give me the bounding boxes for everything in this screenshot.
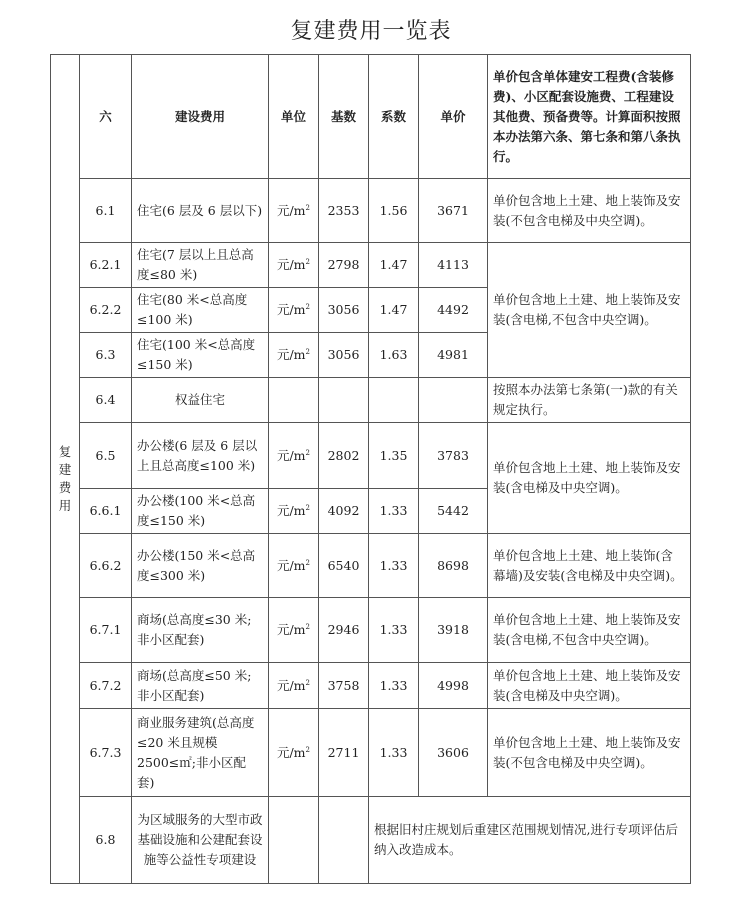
category-char: 复	[58, 444, 72, 459]
row-coef: 1.33	[369, 663, 419, 709]
row-item: 商场(总高度≤30 米;非小区配套)	[132, 598, 269, 663]
row-base: 2946	[319, 598, 369, 663]
row-note: 单价包含地上土建、地上装饰及安装(不包含电梯及中央空调)。	[488, 179, 691, 243]
row-no: 6.2.1	[80, 243, 132, 288]
row-note: 单价包含地上土建、地上装饰(含幕墙)及安装(含电梯及中央空调)。	[488, 534, 691, 598]
row-item: 为区域服务的大型市政基础设施和公建配套设施等公益性专项建设	[132, 797, 269, 884]
row-price	[419, 378, 488, 423]
row-price: 8698	[419, 534, 488, 598]
row-coef: 1.33	[369, 534, 419, 598]
row-note: 按照本办法第七条第(一)款的有关规定执行。	[488, 378, 691, 423]
table-row	[51, 378, 691, 423]
row-item: 办公楼(6 层及 6 层以上且总高度≤100 米)	[132, 423, 269, 489]
row-base: 2353	[319, 179, 369, 243]
row-base: 3056	[319, 333, 369, 378]
page-title: 复建费用一览表	[290, 19, 452, 44]
header-unit: 单位	[269, 55, 319, 179]
row-price: 4998	[419, 663, 488, 709]
row-no: 6.7.2	[80, 663, 132, 709]
row-coef: 1.47	[369, 243, 419, 288]
row-no: 6.2.2	[80, 288, 132, 333]
row-unit: 元$/m^2$	[269, 709, 319, 797]
row-no: 6.6.2	[80, 534, 132, 598]
category-cell	[51, 55, 80, 884]
row-base: 4092	[319, 489, 369, 534]
row-unit: 元$/m^2$	[269, 423, 319, 489]
header-note: 单价包含单体建安工程费(含装修费)、小区配套设施费、工程建设其他费、预备费等。计算面积按照本办法第六条、第七条和第八条执行。	[488, 55, 691, 179]
header-price: 单价	[419, 55, 488, 179]
table-row	[51, 598, 691, 663]
row-item: 住宅(7 层以上且总高度≤80 米)	[132, 243, 269, 288]
row-note: 根据旧村庄规划后重建区范围规划情况,进行专项评估后纳入改造成本。	[369, 797, 691, 884]
row-price: 5442	[419, 489, 488, 534]
category-char: 费	[58, 480, 72, 495]
row-unit: 元$/m^2$	[269, 179, 319, 243]
row-unit: 元$/m^2$	[269, 489, 319, 534]
row-unit: 元$/m^2$	[269, 333, 319, 378]
row-coef: 1.33	[369, 598, 419, 663]
header-row	[51, 55, 691, 179]
row-note: 单价包含地上土建、地上装饰及安装(含电梯,不包含中央空调)。	[488, 243, 691, 378]
table-row	[51, 797, 691, 884]
row-unit: 元$/m^2$	[269, 243, 319, 288]
row-base: 6540	[319, 534, 369, 598]
row-note: 单价包含地上土建、地上装饰及安装(含电梯,不包含中央空调)。	[488, 598, 691, 663]
category-char: 建	[58, 462, 72, 477]
row-no: 6.3	[80, 333, 132, 378]
row-price: 3671	[419, 179, 488, 243]
table-row	[51, 243, 691, 288]
row-no: 6.1	[80, 179, 132, 243]
row-note: 单价包含地上土建、地上装饰及安装(含电梯及中央空调)。	[488, 423, 691, 534]
row-unit: 元$/m^2$	[269, 288, 319, 333]
row-unit: 元$/m^2$	[269, 598, 319, 663]
row-coef: 1.33	[369, 489, 419, 534]
row-price: 4981	[419, 333, 488, 378]
row-price: 4492	[419, 288, 488, 333]
row-price: 4113	[419, 243, 488, 288]
row-base	[319, 797, 369, 884]
category-char: 用	[58, 498, 72, 513]
fee-table	[50, 54, 691, 884]
row-item: 办公楼(100 米<总高度≤150 米)	[132, 489, 269, 534]
row-item: 权益住宅	[132, 378, 269, 423]
row-price: 3606	[419, 709, 488, 797]
row-item: 住宅(6 层及 6 层以下)	[132, 179, 269, 243]
table-row	[51, 709, 691, 797]
header-coef: 系数	[369, 55, 419, 179]
table-row	[51, 663, 691, 709]
row-coef: 1.47	[369, 288, 419, 333]
row-item: 商场(总高度≤50 米;非小区配套)	[132, 663, 269, 709]
row-price: 3783	[419, 423, 488, 489]
row-unit: 元$/m^2$	[269, 663, 319, 709]
table-row	[51, 423, 691, 489]
row-base: 2802	[319, 423, 369, 489]
row-price: 3918	[419, 598, 488, 663]
header-base: 基数	[319, 55, 369, 179]
row-base	[319, 378, 369, 423]
row-coef	[369, 378, 419, 423]
row-no: 6.7.1	[80, 598, 132, 663]
row-item: 住宅(100 米<总高度≤150 米)	[132, 333, 269, 378]
row-coef: 1.33	[369, 709, 419, 797]
row-note: 单价包含地上土建、地上装饰及安装(不包含电梯及中央空调)。	[488, 709, 691, 797]
row-no: 6.7.3	[80, 709, 132, 797]
header-no: 六	[80, 55, 132, 179]
row-no: 6.6.1	[80, 489, 132, 534]
row-item: 办公楼(150 米<总高度≤300 米)	[132, 534, 269, 598]
row-no: 6.8	[80, 797, 132, 884]
row-coef: 1.63	[369, 333, 419, 378]
row-item: 商业服务建筑(总高度≤20 米且规模 2500≤㎡;非小区配套)	[132, 709, 269, 797]
row-base: 2798	[319, 243, 369, 288]
table-row	[51, 534, 691, 598]
row-unit	[269, 378, 319, 423]
row-base: 3758	[319, 663, 369, 709]
row-item: 住宅(80 米<总高度≤100 米)	[132, 288, 269, 333]
row-no: 6.5	[80, 423, 132, 489]
row-no: 6.4	[80, 378, 132, 423]
row-coef: 1.35	[369, 423, 419, 489]
row-base: 2711	[319, 709, 369, 797]
row-base: 3056	[319, 288, 369, 333]
row-unit	[269, 797, 319, 884]
table-row	[51, 179, 691, 243]
header-item: 建设费用	[132, 55, 269, 179]
row-unit: 元$/m^2$	[269, 534, 319, 598]
row-note: 单价包含地上土建、地上装饰及安装(含电梯及中央空调)。	[488, 663, 691, 709]
row-coef: 1.56	[369, 179, 419, 243]
